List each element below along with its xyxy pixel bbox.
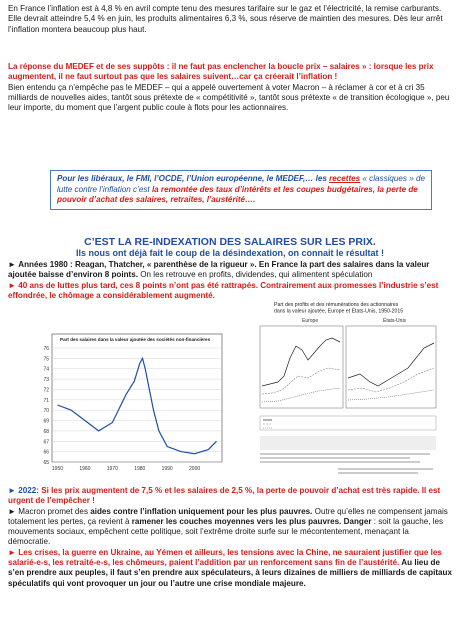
x-tick-label: 2000	[189, 466, 201, 472]
y-tick-label: 74	[43, 366, 49, 373]
liberal-recipes-box	[50, 170, 432, 210]
y-tick-label: 71	[43, 397, 49, 404]
text-40-years: ► 40 ans de luttes plus tard, ces 8 points n’ont pas été rattrapés. Contrairement aux promesses l’industrie s’est effondrée, le chômage a considérablement augmenté.	[8, 280, 439, 300]
crises-text-red: Les crises, la guerre en Ukraine, au Yémen et ailleurs, les tensions avec la Chine, ne sauraient justifier que les salarié-e-s, les retraité-e-s, les chômeurs, paient l’addition par un renforcement sans fin de l’austérité.	[8, 547, 442, 568]
bullet-2022: ► 2022:	[8, 486, 42, 495]
chart2-legend	[260, 416, 436, 430]
chart2-title-line1: Part des profits et des rémunérations des actionnaires	[274, 302, 399, 308]
text-1980-bold: Années 1980 : Reagan, Thatcher, « parenthèse de la rigueur ». En France la part des salaires dans la valeur ajoutée baisse d’environ 8 points.	[8, 260, 430, 280]
chart1-title: Part des salaires dans la valeur ajoutée des sociétés non-financières	[60, 337, 211, 342]
medef-text: Bien entendu ça n’empêche pas le MEDEF – qui a appelé ouvertement à voter Macron – à réclamer à cor et à cri 35 milliards de nouvelles aides, tantôt sous prétexte de « compétitivité », tantôt sous prétexte « de transition écologique », peu leur importe, du moment que l’argent public coule à flots pour les actionnaires.	[8, 82, 450, 113]
panel-europe-label: Europe	[302, 318, 319, 324]
x-tick-label: 1950	[51, 466, 64, 472]
profits-chart	[238, 298, 448, 488]
bullet-1980: ►	[8, 260, 19, 269]
macron-a: ► Macron promet des	[8, 506, 91, 516]
x-tick-label: 1960	[79, 466, 91, 472]
y-tick-label: 69	[43, 418, 49, 425]
box-text-a: Pour les libéraux, le FMI, l’OCDE, l’Union européenne, le MEDEF,… les	[57, 174, 330, 183]
intro-text: En France l’inflation est à 4,8 % en avril compte tenu des mesures tarifaire sur le gaz et l’électricité, la remise carburants. Elle devrait atteindre 5,4 % en juin, les produits alimentaires 6,3 %, sous réserve de maintien des mesures. Dès leur arrêt l’inflation montera beaucoup plus haut.	[8, 4, 443, 34]
x-tick-label: 1970	[106, 466, 118, 472]
europe-line-b	[262, 368, 340, 394]
headline: C’EST LA RE-INDEXATION DES SALAIRES SUR LES PRIX.	[84, 236, 376, 248]
y-tick-label: 65	[43, 460, 49, 466]
box-text-d: la remontée des taux d’intérêts et les coupes budgétaires, la perte de pouvoir d’achat des salaires, retraites, l’austérité….	[57, 184, 418, 204]
medef-quote: La réponse du MEDEF et de ses suppôts : il ne faut pas enclencher la boucle prix – salaires » : lorsque les prix augmentent, il ne faut surtout pas que les salaires suivent…car ça créerait l’inflation !	[8, 62, 434, 82]
medef-paragraph	[8, 62, 452, 113]
us-line-b	[348, 368, 434, 392]
us-panel	[346, 326, 436, 408]
us-line-a	[348, 343, 434, 386]
y-tick-label: 66	[43, 449, 49, 456]
box-text-c: « classiques » de lutte contre l’inflation c’est	[57, 174, 425, 194]
macron-c: Outre qu’elles ne compensent jamais totalement les pertes, ça revient à	[8, 506, 448, 526]
profits-chart-svg	[238, 298, 448, 488]
europe-line-a	[262, 338, 340, 386]
x-tick-label: 1990	[161, 466, 173, 472]
today-paragraph	[8, 486, 452, 589]
y-tick-label: 70	[43, 408, 49, 415]
x-tick-label: 1980	[134, 466, 146, 472]
text-2022: Si les prix augmentent de 7,5 % et les salaires de 2,5 %, la perte de pouvoir d’achat est très rapide. Il est urgent de l’empêcher !	[8, 486, 441, 506]
y-tick-label: 73	[43, 377, 49, 384]
intro-paragraph	[8, 4, 452, 35]
bullet-crises: ►	[8, 547, 19, 557]
y-tick-label: 72	[43, 387, 49, 394]
subheadline: Ils nous ont déjà fait le coup de la désindexation, on connait le résultat !	[75, 248, 385, 258]
plot-frame	[52, 334, 222, 462]
chart2-title-line2: dans la valeur ajoutée, Europe et États-Unis, 1950-2015	[274, 308, 404, 315]
chart2-note-lines	[260, 436, 436, 450]
macron-b: aides contre l’inflation uniquement pour les plus pauvres.	[90, 506, 313, 516]
chart2-title	[274, 302, 403, 315]
europe-line-c	[262, 388, 340, 402]
panel-us-label: États-Unis	[383, 318, 407, 324]
macron-e: : soit la gauche, les mouvements sociaux, empêchent cette politique, soit l’extrême droite surfe sur le mécontentement, menaçant la démocratie.	[8, 516, 444, 547]
history-paragraph	[8, 260, 452, 301]
wage-share-chart	[30, 326, 230, 476]
text-1980: On les retrouve en profits, dividendes, qui alimentent spéculation	[137, 270, 373, 280]
y-tick-label: 75	[43, 356, 49, 363]
box-text-b: recettes	[329, 174, 361, 183]
us-line-c	[348, 390, 434, 400]
y-tick-label: 68	[43, 428, 49, 435]
crises-text-bold: Au lieu de s’en prendre aux peuples, il faut s’en prendre aux spéculateurs, à leurs dizaines de milliers de milliards de capitaux spéculatifs qui vont provoquer un jour ou l’autre une crise mondiale majeure.	[8, 558, 452, 588]
y-tick-label: 76	[43, 346, 49, 352]
y-tick-label: 67	[43, 439, 49, 446]
wage-share-chart-svg	[30, 326, 230, 476]
macron-d: ramener les couches moyennes vers les plus pauvres. Danger	[131, 516, 372, 526]
headline-block	[8, 236, 452, 259]
